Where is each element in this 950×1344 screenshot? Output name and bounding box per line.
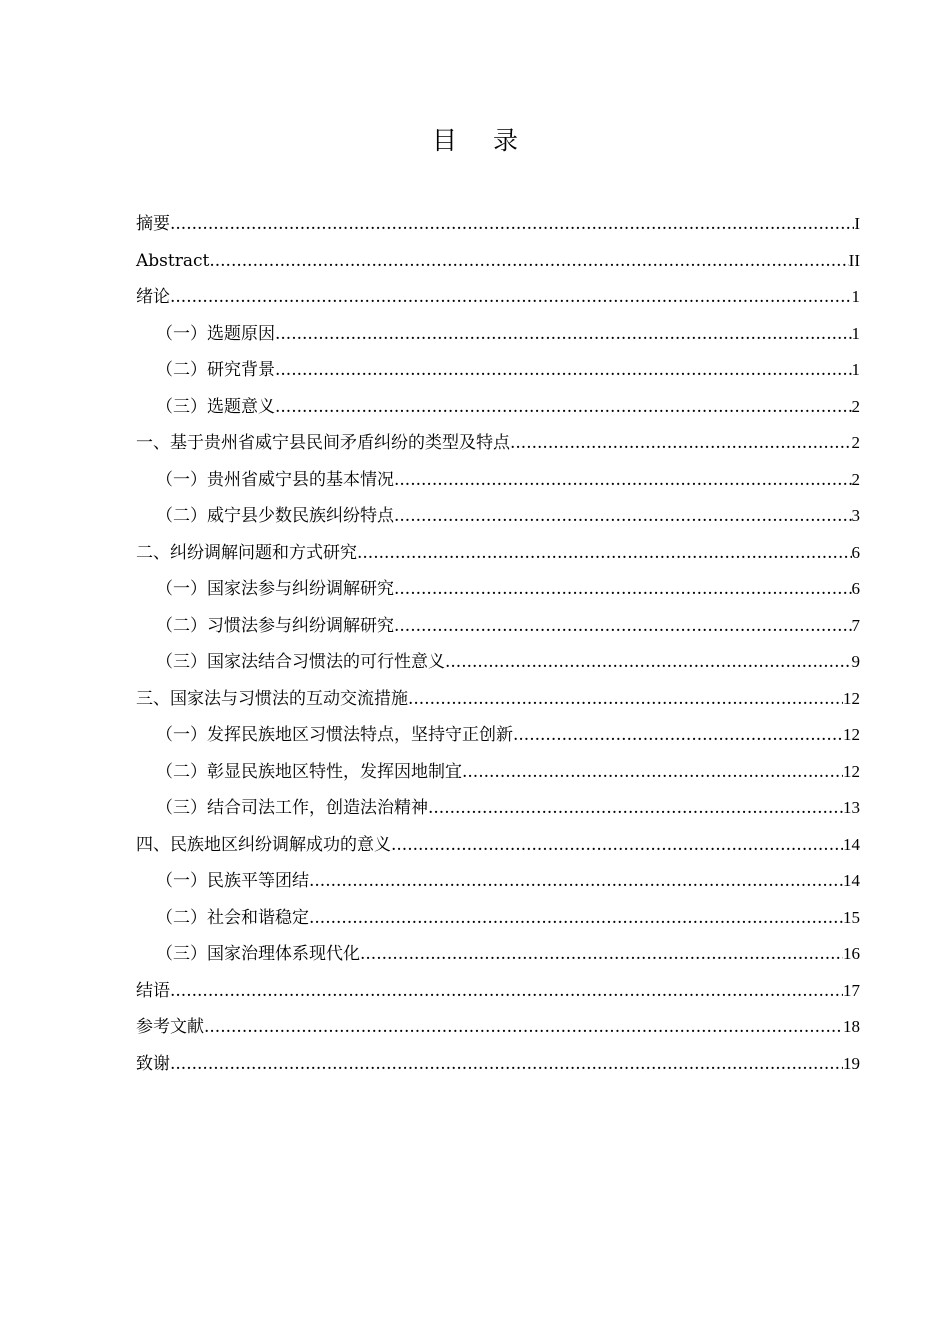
toc-page-number: 3 (851, 506, 860, 525)
toc-dot-leader (445, 644, 852, 681)
toc-page-number: 6 (851, 542, 860, 562)
toc-dot-leader (209, 243, 848, 280)
toc-dot-leader (394, 571, 852, 608)
toc-dot-leader (275, 316, 852, 353)
toc-entry-text: 二、纠纷调解问题和方式研究 (136, 542, 357, 563)
toc-entry-chapter-1[interactable] (136, 425, 860, 462)
toc-dot-leader (428, 790, 843, 827)
toc-page-number: 1 (851, 360, 860, 379)
toc-entry-subsection[interactable] (136, 754, 860, 791)
toc-dot-leader (204, 1009, 843, 1046)
toc-dot-leader (275, 389, 852, 426)
toc-page-number: 13 (843, 798, 860, 817)
toc-entry-text: （一）国家法参与纠纷调解研究 (156, 579, 394, 599)
toc-entry-text: （二）社会和谐稳定 (156, 907, 309, 928)
toc-entry-chapter-3[interactable] (136, 681, 860, 718)
toc-entry-text: 绪论 (136, 287, 170, 307)
toc-entry-text: 三、国家法与习惯法的互动交流措施 (136, 688, 408, 709)
toc-page-number: 14 (843, 834, 860, 854)
toc-entry-subsection[interactable] (136, 462, 860, 499)
toc-dot-leader (510, 425, 852, 462)
toc-page-number: 19 (843, 1053, 860, 1073)
toc-dot-leader (394, 462, 852, 499)
toc-dot-leader (360, 936, 843, 973)
toc-dot-leader (170, 973, 843, 1010)
toc-entry-text: 摘要 (136, 214, 170, 234)
toc-dot-leader (170, 279, 852, 316)
toc-page-number: 9 (851, 652, 860, 671)
toc-entry-subsection[interactable] (136, 352, 860, 389)
toc-page-number: 16 (843, 944, 860, 963)
toc-page-number: 2 (851, 433, 860, 452)
toc-entry-text: （一）民族平等团结 (156, 871, 309, 891)
toc-dot-leader (394, 608, 852, 645)
page-title: 目 录 (432, 126, 532, 155)
toc-dot-leader (309, 863, 843, 900)
toc-entry-text: （二）习惯法参与纠纷调解研究 (156, 615, 394, 636)
toc-entry-introduction[interactable] (136, 279, 860, 316)
toc-page-number: 12 (843, 725, 860, 744)
toc-entry-subsection[interactable] (136, 900, 860, 937)
toc-page-number: 18 (843, 1017, 860, 1036)
toc-page-number: 12 (843, 761, 860, 781)
toc-entry-subsection[interactable] (136, 608, 860, 645)
toc-dot-leader (408, 681, 843, 718)
toc-entry-subsection[interactable] (136, 717, 860, 754)
toc-page-number: 2 (851, 396, 860, 416)
toc-dot-leader (513, 717, 843, 754)
toc-page-number: 6 (851, 579, 860, 598)
toc-entry-text: （三）国家法结合习惯法的可行性意义 (156, 652, 445, 672)
toc-page-number: II (848, 250, 860, 270)
toc-page-number: 1 (851, 287, 860, 306)
toc-dot-leader (357, 535, 852, 572)
toc-entry-subsection[interactable] (136, 790, 860, 827)
toc-page-number: 1 (851, 323, 860, 343)
toc-dot-leader (275, 352, 852, 389)
toc-dot-leader (170, 1046, 843, 1083)
toc-entry-text: （三）选题意义 (156, 396, 275, 417)
toc-entry-subsection[interactable] (136, 936, 860, 973)
toc-entry-text: Abstract (136, 250, 210, 271)
toc-entry-chapter-4[interactable] (136, 827, 860, 864)
toc-entry-text: 结语 (136, 980, 170, 1001)
toc-dot-leader (309, 900, 843, 937)
toc-entry-subsection[interactable] (136, 498, 860, 535)
toc-entry-subsection[interactable] (136, 863, 860, 900)
toc-entry-acknowledgements[interactable] (136, 1046, 860, 1083)
toc-entry-references[interactable] (136, 1009, 860, 1046)
toc-entry-text: 一、基于贵州省威宁县民间矛盾纠纷的类型及特点 (136, 433, 510, 453)
toc-page-number: 7 (851, 615, 860, 635)
toc-entry-text: （一）选题原因 (156, 323, 275, 344)
toc-dot-leader (170, 206, 854, 243)
toc-dot-leader (391, 827, 843, 864)
toc-dot-leader (394, 498, 852, 535)
toc-entry-text: 致谢 (136, 1053, 170, 1074)
toc-entry-text: （二）研究背景 (156, 360, 275, 380)
toc-page-number: 17 (843, 980, 860, 1000)
toc-page-number: I (854, 214, 860, 233)
toc-entry-text: （二）威宁县少数民族纠纷特点 (156, 506, 394, 526)
toc-entry-abstract-cn[interactable] (136, 206, 860, 243)
toc-entry-text: （一）发挥民族地区习惯法特点，坚持守正创新 (156, 725, 513, 745)
toc-entry-text: （三）结合司法工作，创造法治精神 (156, 798, 428, 818)
toc-entry-subsection[interactable] (136, 571, 860, 608)
toc-page-number: 15 (843, 907, 860, 927)
toc-entry-chapter-2[interactable] (136, 535, 860, 572)
toc-entry-text: 参考文献 (136, 1017, 204, 1037)
table-of-contents (136, 206, 860, 1082)
toc-entry-text: （二）彰显民族地区特性，发挥因地制宜 (156, 761, 462, 782)
toc-entry-text: （三）国家治理体系现代化 (156, 944, 360, 964)
toc-entry-text: （一）贵州省威宁县的基本情况 (156, 469, 394, 490)
toc-entry-subsection[interactable] (136, 644, 860, 681)
toc-entry-abstract-en[interactable] (136, 243, 860, 280)
toc-dot-leader (462, 754, 843, 791)
toc-page-number: 14 (843, 871, 860, 890)
toc-entry-conclusion[interactable] (136, 973, 860, 1010)
toc-page-number: 2 (851, 469, 860, 489)
toc-entry-subsection[interactable] (136, 316, 860, 353)
toc-entry-text: 四、民族地区纠纷调解成功的意义 (136, 834, 391, 855)
toc-page-number: 12 (843, 688, 860, 708)
toc-entry-subsection[interactable] (136, 389, 860, 426)
